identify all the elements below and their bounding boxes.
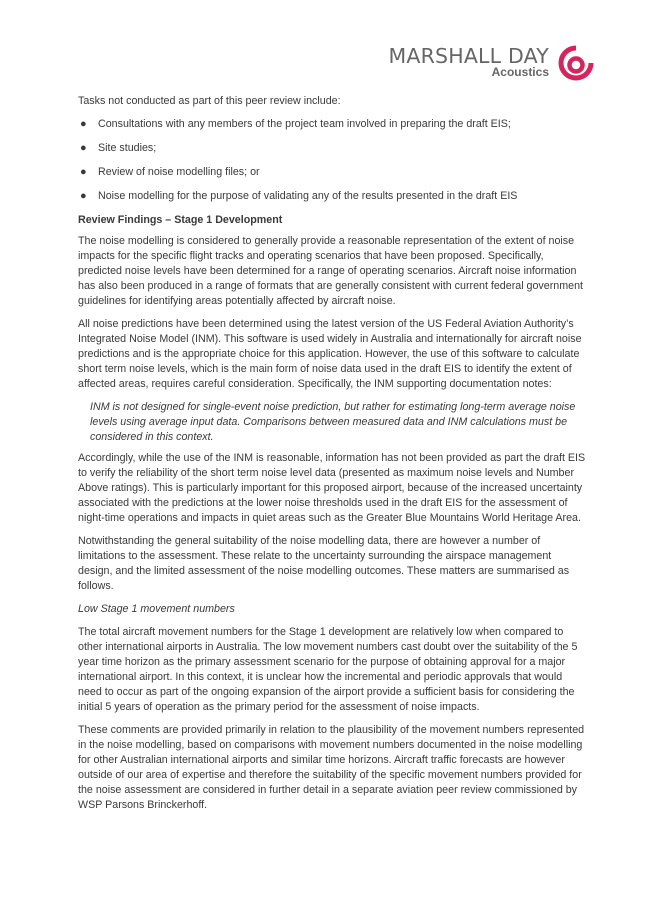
document-body bbox=[78, 94, 588, 821]
paragraph: These comments are provided primarily in relation to the plausibility of the movement numbers represented in the noise modelling, based on comparisons with movement numbers documented in the noise modelling for other Australian international airports and similar time horizons. Aircraft traffic forecasts are however outside of our area of expertise and therefore the suitability of the specific movement numbers provided for the noise assessment are considered in further detail in a separate aviation peer review commissioned by WSP Parsons Brinckerhoff. bbox=[78, 724, 585, 811]
paragraph: The noise modelling is considered to generally provide a reasonable representation of the extent of noise impacts for the specific flight tracks and operating scenarios that have been proposed. Specifically, predicted noise levels have been determined for a range of operating scenarios. Aircraft noise information has also been produced in a range of formats that are generally consistent with current federal government guidelines for identifying areas potentially affected by aircraft noise. bbox=[78, 235, 583, 307]
paragraph: The total aircraft movement numbers for the Stage 1 development are relatively low when compared to other international airports in Australia. The low movement numbers cast doubt over the suitability of the 5 year time horizon as the primary assessment scenario for the purpose of obtaining approval for a major international airport. In this context, it is unclear how the incremental and periodic approvals that would need to occur as part of the ongoing expansion of the airport provide a sufficient basis for considering the initial 5 years of operation as the primary period for the assessment of noise impacts. bbox=[78, 626, 578, 713]
bullet-icon: ● bbox=[80, 166, 87, 178]
subheading: Low Stage 1 movement numbers bbox=[78, 603, 235, 615]
list-item-text: Review of noise modelling files; or bbox=[98, 166, 260, 178]
bullet-icon: ● bbox=[80, 142, 87, 154]
paragraph: All noise predictions have been determined using the latest version of the US Federal Aviation Authority’s Integrated Noise Model (INM). This software is used widely in Australia and internationally for aircraft noise predictions and is the appropriate choice for this application. However, the use of this software to calculate short term noise levels, which is the main form of noise data used in the draft EIS to identify the extent of affected areas, requires careful consideration. Specifically, the INM supporting documentation notes: bbox=[78, 318, 582, 390]
page-header bbox=[355, 44, 595, 84]
list-item bbox=[78, 189, 588, 204]
block-quote: INM is not designed for single-event noise prediction, but rather for estimating long-term average noise levels using average input data. Comparisons between measured data and INM calculations must be considered in this context. bbox=[90, 401, 576, 443]
paragraph: Notwithstanding the general suitability of the noise modelling data, there are however a number of limitations to the assessment. These relate to the uncertainty surrounding the airspace management design, and the limited assessment of the noise modelling outcomes. These matters are summarised as follows. bbox=[78, 535, 570, 592]
bullet-icon: ● bbox=[80, 118, 87, 130]
brand-name: MARSHALL DAY bbox=[388, 44, 549, 68]
list-item bbox=[78, 141, 588, 156]
spiral-logo-icon bbox=[557, 44, 595, 82]
list-item-text: Noise modelling for the purpose of validating any of the results presented in the draft EIS bbox=[98, 190, 518, 202]
section-heading: Review Findings – Stage 1 Development bbox=[78, 214, 283, 226]
paragraph: Accordingly, while the use of the INM is reasonable, information has not been provided as part the draft EIS to verify the reliability of the short term noise level data (presented as maximum noise levels and Number Above ratings). This is particularly important for this proposed airport, because of the increased uncertainty associated with the predictions at the lower noise thresholds used in the draft EIS for the assessment of night-time operations and impacts in quiet areas such as the Greater Blue Mountains World Heritage Area. bbox=[78, 452, 586, 524]
bullet-icon: ● bbox=[80, 190, 87, 202]
list-item-text: Consultations with any members of the project team involved in preparing the draft EIS; bbox=[98, 118, 511, 130]
intro-text: Tasks not conducted as part of this peer review include: bbox=[78, 95, 341, 107]
list-item-text: Site studies; bbox=[98, 142, 157, 154]
list-item bbox=[78, 117, 588, 132]
task-list bbox=[78, 117, 588, 204]
list-item bbox=[78, 165, 588, 180]
brand-subtitle: Acoustics bbox=[491, 65, 549, 79]
